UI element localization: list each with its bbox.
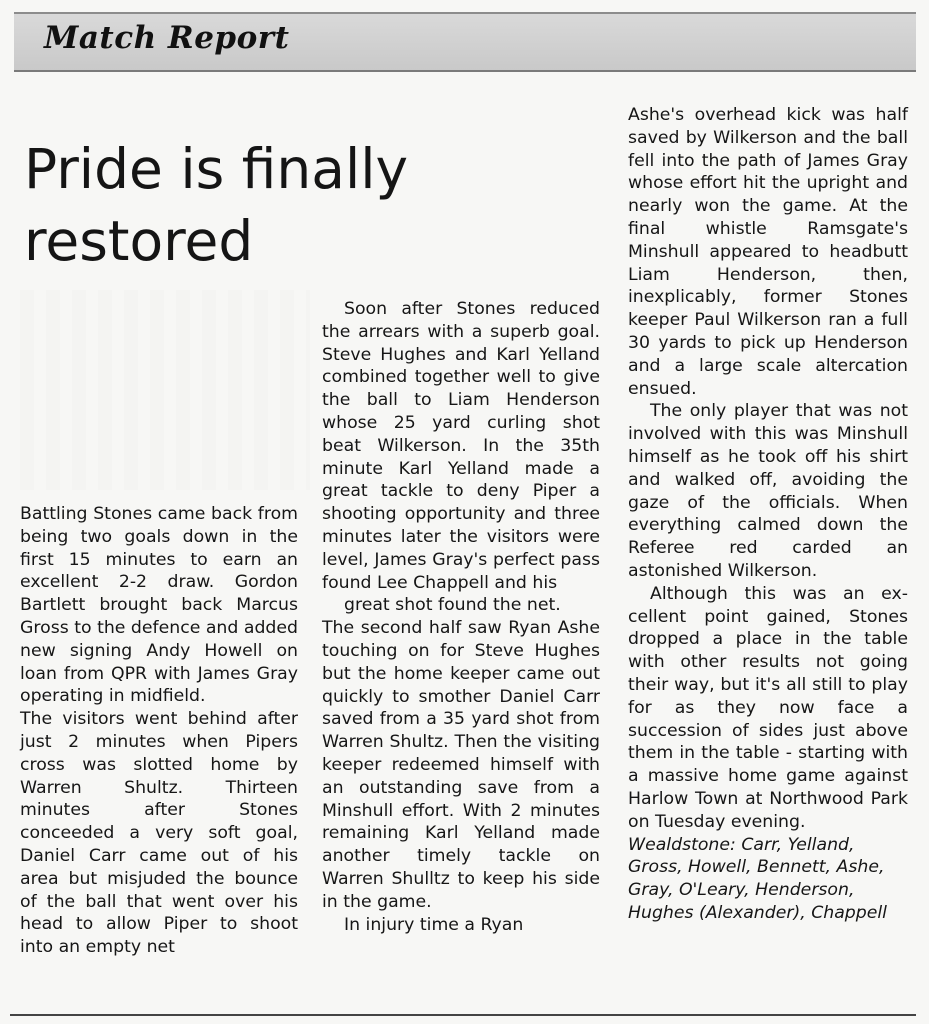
headline: Pride is finally restored [24, 136, 409, 273]
paragraph: The only player that was not involved with this was Minshull himself as he took off his shirt and walked off, avoiding the gaze of the officials. When everything calmed down the Referee red carded an astonished Wilkerson. [628, 401, 908, 581]
paragraph: Soon after Stones reduced the arrears with a superb goal. Steve Hughes and Karl Yelland combined together well to give the ball to Liam Henderson whose 25 yard curling shot beat Wilkerson. In the 35th minute Karl Yelland made a great tackle to deny Piper a shooting opportunity and three minutes later the visitors were level, James Gray's perfect pass found Lee Chappell and his [322, 299, 600, 593]
bottom-rule [10, 1014, 916, 1016]
team-lineup: Wealdstone: Carr, Yelland, Gross, Howell, Bennett, Ashe, Gray, O'Leary, Henderson, Hughes (Alexander), Chappell [628, 834, 887, 923]
paragraph: great shot found the net. [344, 595, 561, 616]
paragraph: Although this was an excellent point gained, Stones dropped a place in the table with other results not going their way, but it's all still to play for as they now face a succession of sides just above them in the table - starting with a massive home game against Harlow Town at Northwood Park on Tuesday evening. [628, 583, 908, 832]
paragraph: In injury time a Ryan [344, 914, 524, 935]
article-column-2 [322, 298, 600, 936]
paragraph: Battling Stones came back from being two goals down in the first 15 minutes to earn an excellent 2-2 draw. Gordon Bartlett brought back Marcus Gross to the defence and added new signing Andy Howell on loan from QPR with James Gray operating in midfield. [20, 504, 298, 707]
faded-photo-area [20, 290, 310, 490]
article-column-1 [20, 503, 298, 959]
article-column-3 [628, 104, 908, 925]
paragraph: Ashe's overhead kick was half saved by Wilkerson and the ball fell into the path of James Gray whose effort hit the upright and nearly won the game. At the final whistle Ramsgate's Minshull appeared to headbutt Liam Henderson, then, inexplicably, former Stones keeper Paul Wilkerson ran a full 30 yards to pick up Henderson and a large scale altercation ensued. [628, 105, 908, 399]
paragraph: The visitors went behind after just 2 minutes when Pipers cross was slotted home by Warren Shultz. Thirteen minutes after Stones conceeded a very soft goal, Daniel Carr came out of his area but misjuded the bounce of the ball that went over his head to allow Piper to shoot into an empty net [20, 709, 298, 958]
section-title: Match Report [44, 20, 290, 56]
paragraph: The second half saw Ryan Ashe touching on for Steve Hughes but the home keeper came out quickly to smother Daniel Carr saved from a 35 yard shot from Warren Shultz. Then the visiting keeper redeemed himself with an outstanding save from a Minshull effort. With 2 minutes remaining Karl Yelland made another timely tackle on Warren Shulltz to keep his side in the game. [322, 618, 600, 912]
